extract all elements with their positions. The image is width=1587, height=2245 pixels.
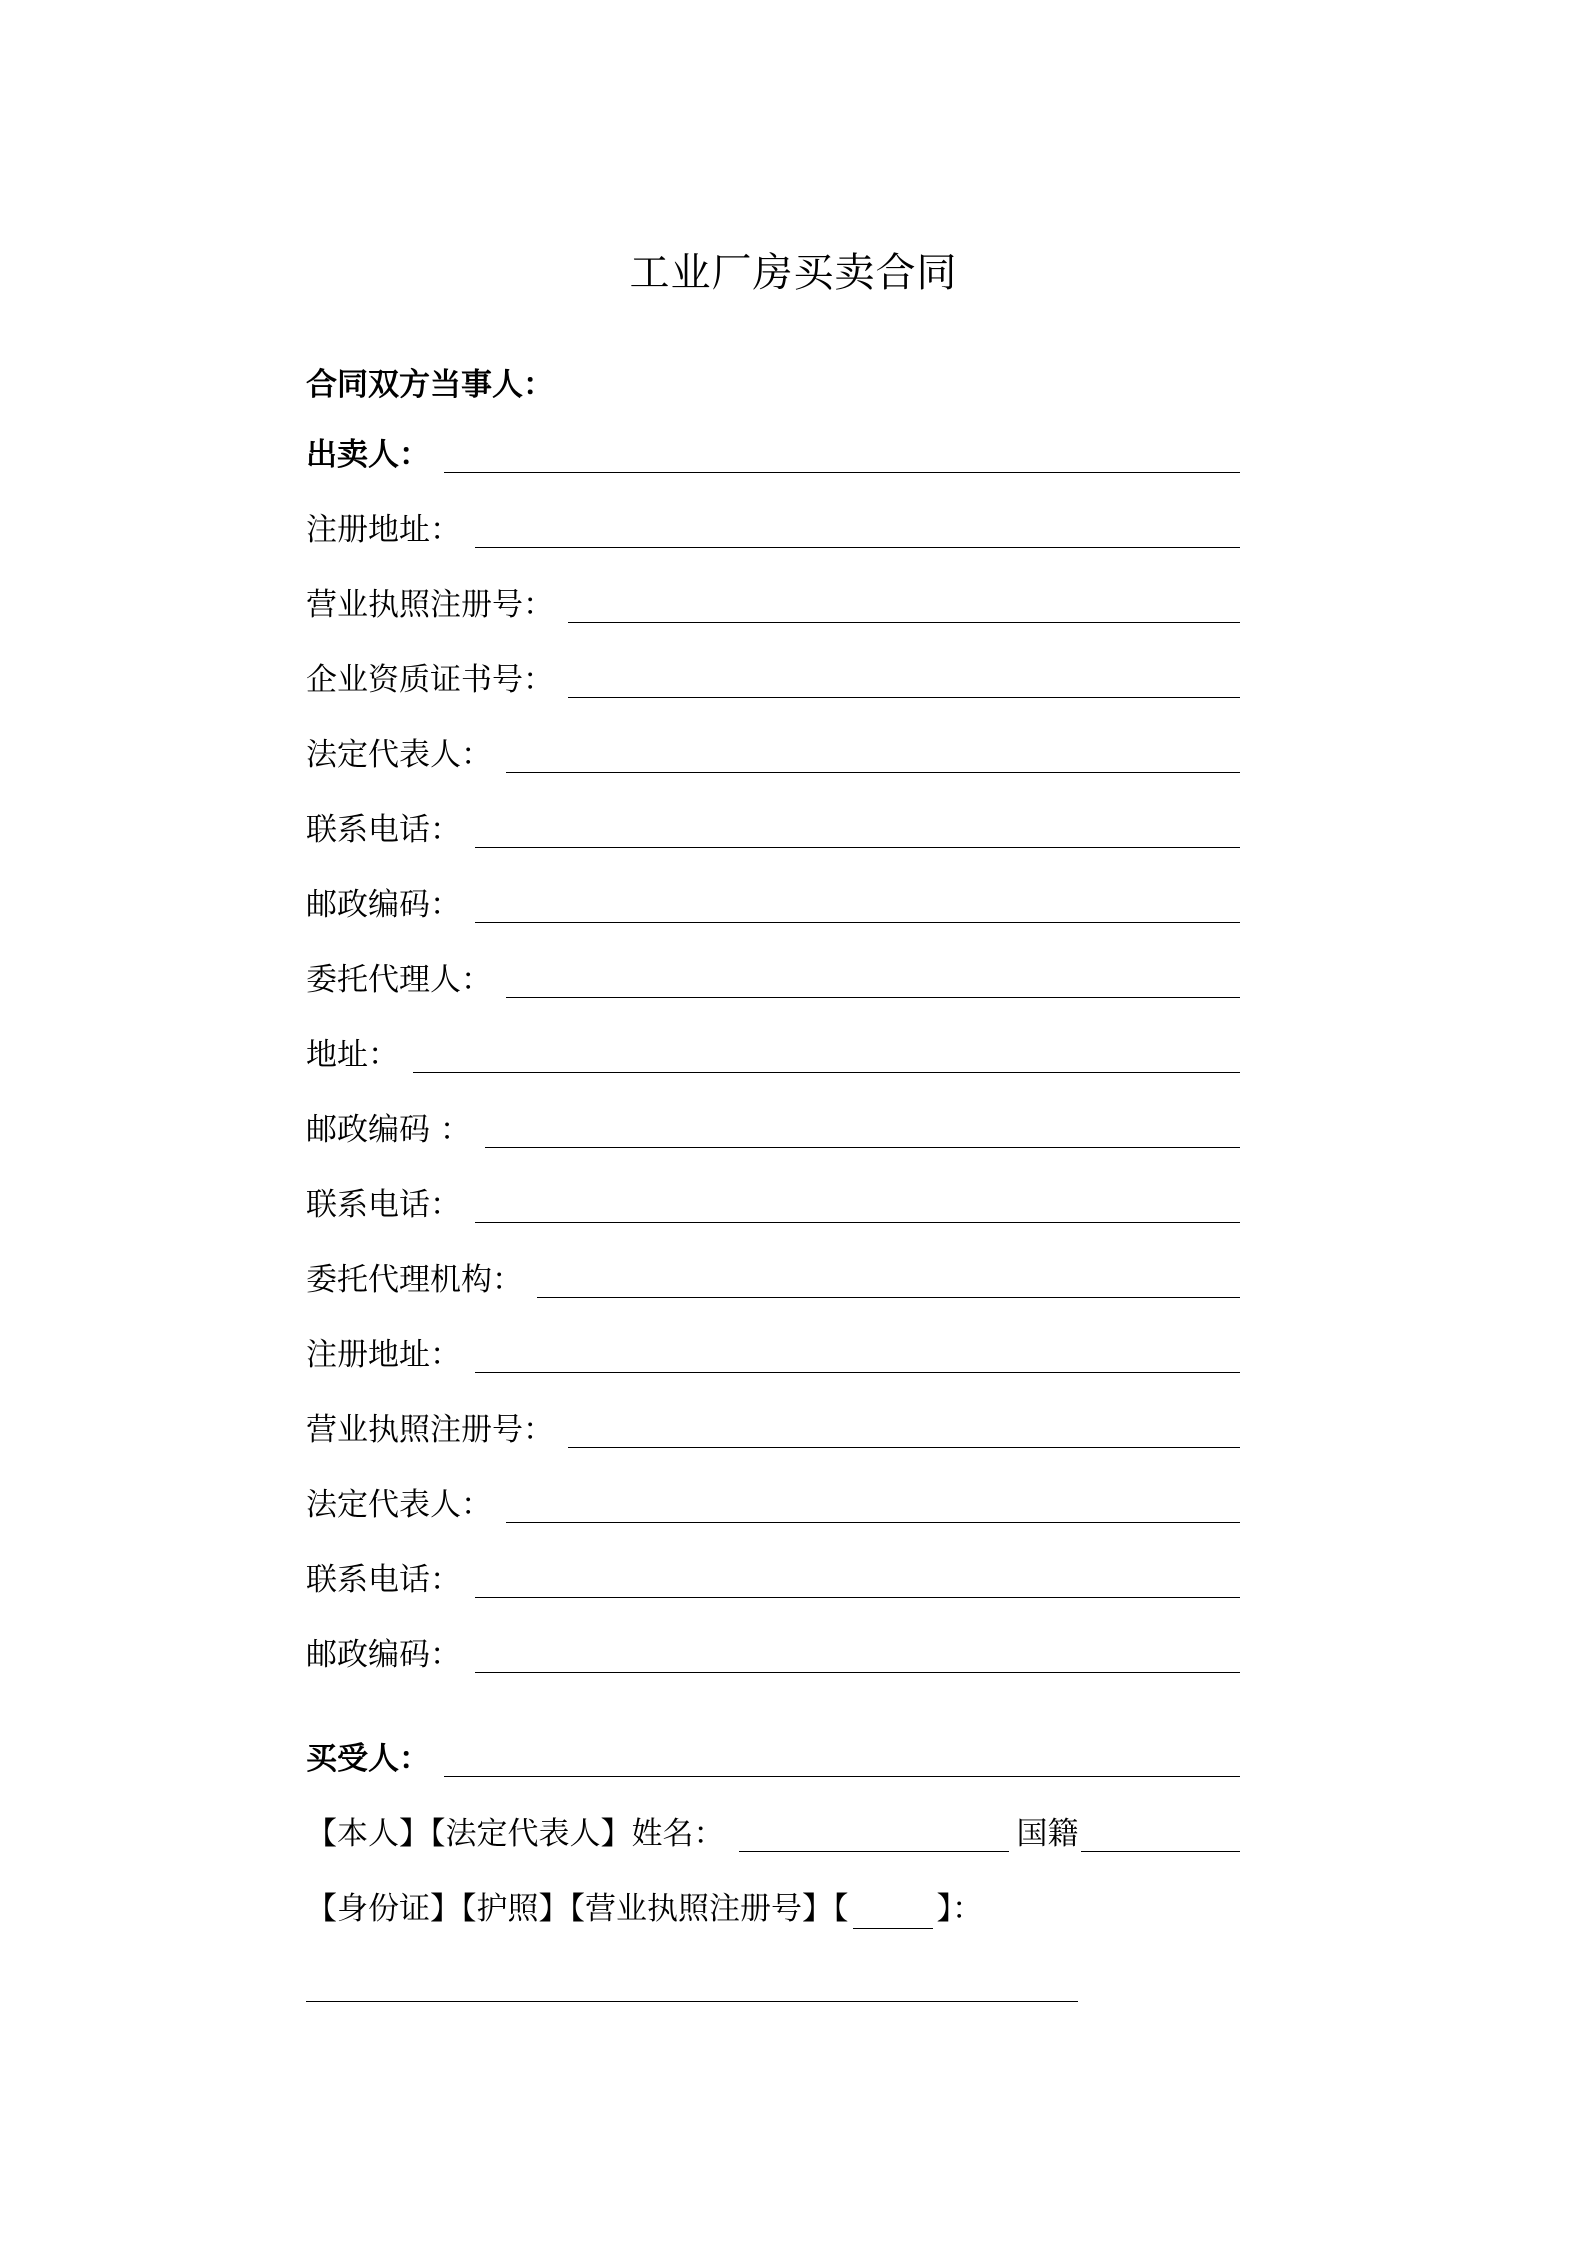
buyer-id-row <box>306 1887 1240 1929</box>
field-row-agent-phone <box>306 1183 1240 1225</box>
field-label: 邮政编码： <box>306 1637 461 1673</box>
field-blank-line[interactable] <box>413 1071 1240 1073</box>
field-label: 企业资质证书号： <box>306 662 554 698</box>
field-blank-line[interactable] <box>568 621 1240 623</box>
field-blank-line[interactable] <box>475 1371 1240 1373</box>
id-type-blank-line[interactable] <box>853 1898 933 1929</box>
field-label: 联系电话： <box>306 1187 461 1223</box>
field-label: 联系电话： <box>306 1562 461 1598</box>
field-label: 注册地址： <box>306 1337 461 1373</box>
field-blank-line[interactable] <box>475 1671 1240 1673</box>
field-label: 法定代表人： <box>306 737 492 773</box>
buyer-id-suffix: 】： <box>936 1891 983 1927</box>
field-label: 邮政编码 ： <box>306 1112 471 1148</box>
field-label: 委托代理人： <box>306 962 492 998</box>
field-row-legal-rep <box>306 733 1240 775</box>
buyer-blank-line[interactable] <box>444 1775 1240 1777</box>
field-row-agent <box>306 958 1240 1000</box>
field-blank-line[interactable] <box>475 1221 1240 1223</box>
parties-heading: 合同双方当事人： <box>306 367 554 403</box>
seller-row <box>306 433 1240 475</box>
buyer-name-blank-line[interactable] <box>739 1850 1009 1852</box>
field-blank-line[interactable] <box>485 1146 1240 1148</box>
field-row-agency-legal-rep <box>306 1483 1240 1525</box>
field-row-phone <box>306 808 1240 850</box>
field-row-business-license <box>306 583 1240 625</box>
buyer-row <box>306 1737 1240 1779</box>
field-row-registered-address <box>306 508 1240 550</box>
field-blank-line[interactable] <box>506 996 1240 998</box>
seller-blank-line[interactable] <box>444 471 1240 473</box>
field-blank-line[interactable] <box>506 1521 1240 1523</box>
field-row-address <box>306 1033 1240 1075</box>
buyer-label: 买受人： <box>306 1741 430 1777</box>
field-row-agency-license <box>306 1408 1240 1450</box>
field-blank-line[interactable] <box>568 1446 1240 1448</box>
field-blank-line[interactable] <box>475 846 1240 848</box>
field-blank-line[interactable] <box>475 1596 1240 1598</box>
field-row-agent-postal-code <box>306 1108 1240 1150</box>
field-blank-line[interactable] <box>568 696 1240 698</box>
document-title: 工业厂房买卖合同 <box>629 250 958 296</box>
field-label: 地址： <box>306 1037 399 1073</box>
buyer-id-prefix: 【身份证】【护照】【营业执照注册号】【 <box>306 1891 849 1927</box>
field-row-agency-address <box>306 1333 1240 1375</box>
field-label: 委托代理机构： <box>306 1262 523 1298</box>
field-blank-line[interactable] <box>475 546 1240 548</box>
seller-label: 出卖人： <box>306 437 430 473</box>
field-row-postal-code <box>306 883 1240 925</box>
field-row-agency-postal-code <box>306 1633 1240 1675</box>
field-row-agency <box>306 1258 1240 1300</box>
field-label: 营业执照注册号： <box>306 587 554 623</box>
field-row-qualification-cert <box>306 658 1240 700</box>
field-row-agency-phone <box>306 1558 1240 1600</box>
buyer-name-label: 【本人】【法定代表人】姓名： <box>306 1816 725 1852</box>
field-label: 法定代表人： <box>306 1487 492 1523</box>
id-number-blank-line[interactable] <box>306 2001 1078 2002</box>
field-label: 注册地址： <box>306 512 461 548</box>
field-label: 联系电话： <box>306 812 461 848</box>
field-blank-line[interactable] <box>506 771 1240 773</box>
field-label: 邮政编码： <box>306 887 461 923</box>
buyer-name-row <box>306 1812 1240 1854</box>
field-blank-line[interactable] <box>537 1296 1240 1298</box>
nationality-label: 国籍 <box>1016 1816 1079 1852</box>
field-blank-line[interactable] <box>475 921 1240 923</box>
field-label: 营业执照注册号： <box>306 1412 554 1448</box>
nationality-blank-line[interactable] <box>1081 1850 1241 1852</box>
